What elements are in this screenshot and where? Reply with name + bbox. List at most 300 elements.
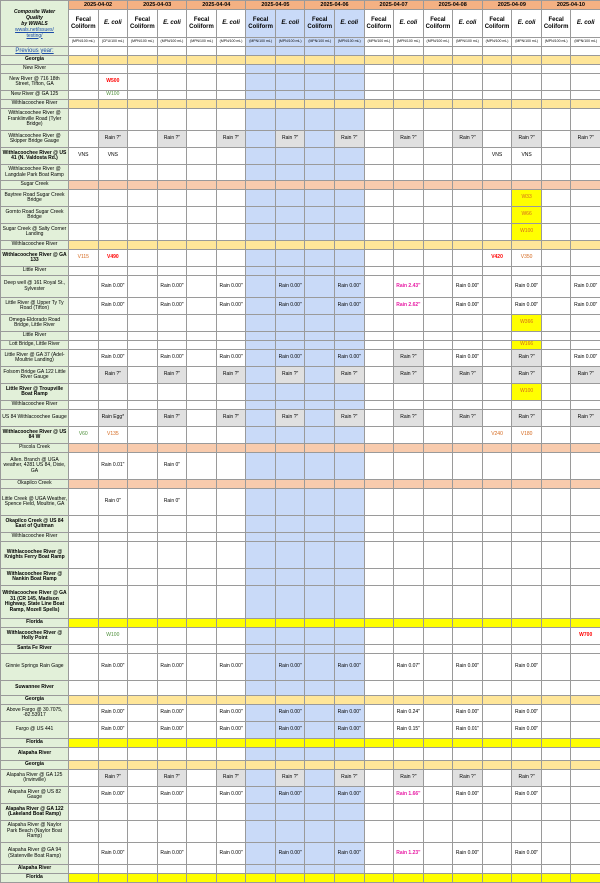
empty-cell (69, 453, 99, 480)
empty-cell (541, 453, 571, 480)
empty-cell (216, 65, 246, 74)
empty-cell (128, 619, 158, 628)
empty-cell (423, 628, 453, 645)
empty-cell (305, 276, 335, 298)
empty-cell (157, 165, 187, 181)
empty-cell (187, 821, 217, 843)
empty-cell (246, 533, 276, 542)
empty-cell (246, 91, 276, 100)
empty-cell (571, 165, 600, 181)
empty-cell (187, 787, 217, 804)
empty-cell (305, 770, 335, 787)
empty-cell (394, 332, 424, 341)
empty-cell (482, 569, 512, 586)
empty-cell (305, 367, 335, 384)
empty-cell (364, 444, 394, 453)
empty-cell (423, 748, 453, 761)
empty-cell (98, 267, 128, 276)
empty-cell (334, 65, 364, 74)
empty-cell (305, 207, 335, 224)
table-row (1, 804, 600, 821)
empty-cell (305, 384, 335, 401)
empty-cell (423, 148, 453, 165)
reading-cell: Rain ?" (512, 410, 542, 427)
table-row (1, 619, 600, 628)
empty-cell (453, 65, 483, 74)
empty-cell (157, 427, 187, 444)
empty-cell (571, 843, 600, 865)
empty-cell (187, 109, 217, 131)
empty-cell (305, 298, 335, 315)
empty-cell (98, 516, 128, 533)
unit-label: (MPN/100 mL) (541, 38, 571, 47)
empty-cell (187, 628, 217, 645)
table-row (1, 489, 600, 516)
empty-cell (334, 56, 364, 65)
empty-cell (69, 207, 99, 224)
empty-cell (246, 516, 276, 533)
site-name: Withlacoochee River @ US 84 W (1, 427, 69, 444)
unit-label: (MPN/100 mL) (69, 38, 99, 47)
empty-cell (275, 224, 305, 241)
empty-cell (69, 748, 99, 761)
ecoli-column-header: E. coli (98, 10, 128, 38)
empty-cell (541, 628, 571, 645)
empty-cell (69, 332, 99, 341)
empty-cell (512, 645, 542, 654)
empty-cell (187, 865, 217, 874)
empty-cell (482, 533, 512, 542)
empty-cell (187, 739, 217, 748)
table-row (1, 542, 600, 569)
empty-cell (187, 276, 217, 298)
empty-cell (305, 224, 335, 241)
empty-cell (216, 267, 246, 276)
ecoli-column-header: E. coli (394, 10, 424, 38)
empty-cell (157, 224, 187, 241)
empty-cell (541, 444, 571, 453)
empty-cell (246, 181, 276, 190)
reading-cell: Rain ?" (394, 350, 424, 367)
empty-cell (453, 681, 483, 696)
empty-cell (423, 56, 453, 65)
empty-cell (98, 821, 128, 843)
empty-cell (69, 444, 99, 453)
empty-cell (423, 190, 453, 207)
empty-cell (187, 489, 217, 516)
empty-cell (216, 241, 246, 250)
empty-cell (334, 628, 364, 645)
site-name: Little River @ Troupville Boat Ramp (1, 384, 69, 401)
empty-cell (305, 821, 335, 843)
empty-cell (157, 181, 187, 190)
empty-cell (541, 761, 571, 770)
empty-cell (216, 250, 246, 267)
empty-cell (187, 367, 217, 384)
empty-cell (394, 91, 424, 100)
empty-cell (541, 586, 571, 619)
empty-cell (364, 207, 394, 224)
empty-cell (334, 804, 364, 821)
empty-cell (128, 804, 158, 821)
empty-cell (187, 453, 217, 480)
empty-cell (541, 787, 571, 804)
empty-cell (482, 165, 512, 181)
empty-cell (541, 367, 571, 384)
empty-cell (246, 696, 276, 705)
empty-cell (541, 696, 571, 705)
table-row (1, 190, 600, 207)
empty-cell (305, 109, 335, 131)
site-name: Gornto Road Sugar Creek Bridge (1, 207, 69, 224)
empty-cell (571, 645, 600, 654)
site-name: Withlacoochee River @ GA 31 (CR 145, Madison Highway, State Line Boat Ramp, Mozell Spells) (1, 586, 69, 619)
empty-cell (157, 100, 187, 109)
table-row (1, 341, 600, 350)
empty-cell (128, 267, 158, 276)
empty-cell (394, 865, 424, 874)
empty-cell (305, 542, 335, 569)
empty-cell (453, 628, 483, 645)
empty-cell (482, 401, 512, 410)
empty-cell (423, 569, 453, 586)
empty-cell (571, 654, 600, 681)
title-line: by WWALS (2, 21, 67, 27)
site-name: Okapilco Creek @ US 84 East of Quitman (1, 516, 69, 533)
empty-cell (187, 190, 217, 207)
empty-cell (128, 427, 158, 444)
empty-cell (305, 739, 335, 748)
reading-cell: Rain ?" (98, 770, 128, 787)
reading-cell: Rain ?" (571, 367, 600, 384)
empty-cell (364, 47, 394, 56)
empty-cell (453, 453, 483, 480)
empty-cell (275, 748, 305, 761)
empty-cell (423, 341, 453, 350)
region-band-label: Florida (1, 619, 69, 628)
empty-cell (128, 367, 158, 384)
empty-cell (482, 654, 512, 681)
table-row (1, 250, 600, 267)
empty-cell (246, 619, 276, 628)
empty-cell (423, 444, 453, 453)
empty-cell (571, 181, 600, 190)
empty-cell (128, 350, 158, 367)
empty-cell (275, 207, 305, 224)
region-band-label: Georgia (1, 761, 69, 770)
empty-cell (541, 207, 571, 224)
empty-cell (98, 533, 128, 542)
empty-cell (246, 821, 276, 843)
empty-cell (364, 843, 394, 865)
empty-cell (69, 739, 99, 748)
unit-label: (MPN/100 mL) (394, 38, 424, 47)
empty-cell (128, 74, 158, 91)
table-row (1, 276, 600, 298)
reading-cell: Rain 0.00" (98, 722, 128, 739)
empty-cell (69, 267, 99, 276)
empty-cell (453, 804, 483, 821)
empty-cell (364, 739, 394, 748)
empty-cell (98, 224, 128, 241)
empty-cell (453, 480, 483, 489)
empty-cell (571, 384, 600, 401)
reading-cell: Rain 0.00" (275, 654, 305, 681)
empty-cell (69, 410, 99, 427)
empty-cell (69, 865, 99, 874)
site-name: Withlacoochee River @ GA 133 (1, 250, 69, 267)
reading-cell: Rain 0.01" (98, 453, 128, 480)
empty-cell (246, 298, 276, 315)
empty-cell (187, 804, 217, 821)
empty-cell (394, 190, 424, 207)
empty-cell (69, 384, 99, 401)
empty-cell (453, 100, 483, 109)
empty-cell (423, 207, 453, 224)
reading-cell: Rain 0.00" (157, 350, 187, 367)
empty-cell (216, 332, 246, 341)
empty-cell (571, 516, 600, 533)
empty-cell (98, 165, 128, 181)
empty-cell (98, 586, 128, 619)
reading-cell: Rain 0.00" (512, 298, 542, 315)
empty-cell (334, 267, 364, 276)
fecal-column-header: Fecal Coliform (187, 10, 217, 38)
empty-cell (423, 332, 453, 341)
reading-cell: Rain 0.00" (157, 654, 187, 681)
empty-cell (246, 207, 276, 224)
empty-cell (482, 748, 512, 761)
river-group-label: Little River (1, 332, 69, 341)
empty-cell (98, 739, 128, 748)
empty-cell (423, 761, 453, 770)
empty-cell (216, 165, 246, 181)
empty-cell (275, 516, 305, 533)
empty-cell (246, 705, 276, 722)
empty-cell (394, 74, 424, 91)
empty-cell (98, 569, 128, 586)
site-name: Folsom Bridge GA 122 Little River Gauge (1, 367, 69, 384)
region-band-label: Piscola Creek (1, 444, 69, 453)
empty-cell (246, 569, 276, 586)
empty-cell (275, 100, 305, 109)
empty-cell (364, 91, 394, 100)
empty-cell (482, 681, 512, 696)
empty-cell (246, 109, 276, 131)
empty-cell (246, 787, 276, 804)
fecal-column-header: Fecal Coliform (69, 10, 99, 38)
empty-cell (482, 453, 512, 480)
empty-cell (275, 427, 305, 444)
empty-cell (541, 722, 571, 739)
empty-cell (334, 241, 364, 250)
empty-cell (453, 739, 483, 748)
empty-cell (423, 91, 453, 100)
empty-cell (69, 341, 99, 350)
empty-cell (305, 453, 335, 480)
empty-cell (157, 250, 187, 267)
empty-cell (482, 843, 512, 865)
empty-cell (275, 645, 305, 654)
empty-cell (512, 453, 542, 480)
empty-cell (541, 100, 571, 109)
empty-cell (453, 542, 483, 569)
reading-cell: W366 (512, 315, 542, 332)
empty-cell (305, 569, 335, 586)
empty-cell (128, 109, 158, 131)
empty-cell (394, 533, 424, 542)
empty-cell (541, 489, 571, 516)
empty-cell (246, 56, 276, 65)
empty-cell (246, 350, 276, 367)
empty-cell (571, 100, 600, 109)
empty-cell (98, 100, 128, 109)
empty-cell (364, 148, 394, 165)
reading-cell: Rain 0.00" (275, 350, 305, 367)
testing-link[interactable]: wwals.net/issues/ (2, 27, 67, 33)
empty-cell (512, 241, 542, 250)
empty-cell (246, 770, 276, 787)
empty-cell (187, 401, 217, 410)
empty-cell (128, 65, 158, 74)
empty-cell (216, 748, 246, 761)
empty-cell (69, 619, 99, 628)
reading-cell: W100 (98, 91, 128, 100)
empty-cell (482, 341, 512, 350)
site-name: Alapaha River @ US 82 Gauge (1, 787, 69, 804)
empty-cell (394, 250, 424, 267)
empty-cell (364, 298, 394, 315)
table-row (1, 181, 600, 190)
empty-cell (541, 56, 571, 65)
empty-cell (334, 384, 364, 401)
empty-cell (98, 444, 128, 453)
empty-cell (364, 645, 394, 654)
empty-cell (512, 748, 542, 761)
empty-cell (157, 739, 187, 748)
reading-cell: Rain 0.15" (394, 722, 424, 739)
empty-cell (98, 401, 128, 410)
empty-cell (423, 367, 453, 384)
empty-cell (364, 100, 394, 109)
reading-cell: Rain 0.00" (216, 843, 246, 865)
reading-cell: Rain ?" (571, 410, 600, 427)
empty-cell (482, 489, 512, 516)
empty-cell (216, 628, 246, 645)
empty-cell (571, 341, 600, 350)
empty-cell (69, 628, 99, 645)
empty-cell (394, 181, 424, 190)
empty-cell (482, 770, 512, 787)
empty-cell (305, 748, 335, 761)
empty-cell (187, 722, 217, 739)
empty-cell (394, 148, 424, 165)
table-row (1, 267, 600, 276)
empty-cell (246, 250, 276, 267)
empty-cell (187, 843, 217, 865)
empty-cell (216, 207, 246, 224)
unit-label: (MPN/100 mL) (275, 38, 305, 47)
empty-cell (216, 453, 246, 480)
empty-cell (453, 569, 483, 586)
empty-cell (541, 47, 571, 56)
reading-cell: VNS (512, 148, 542, 165)
empty-cell (305, 100, 335, 109)
empty-cell (364, 165, 394, 181)
empty-cell (275, 444, 305, 453)
empty-cell (246, 843, 276, 865)
empty-cell (128, 865, 158, 874)
reading-cell: Rain 0.00" (334, 722, 364, 739)
empty-cell (334, 315, 364, 332)
empty-cell (187, 654, 217, 681)
empty-cell (98, 645, 128, 654)
empty-cell (394, 384, 424, 401)
empty-cell (334, 401, 364, 410)
empty-cell (512, 619, 542, 628)
table-row (1, 410, 600, 427)
empty-cell (305, 315, 335, 332)
empty-cell (453, 109, 483, 131)
empty-cell (394, 453, 424, 480)
table-row (1, 384, 600, 401)
empty-cell (69, 131, 99, 148)
empty-cell (216, 315, 246, 332)
empty-cell (364, 56, 394, 65)
reading-cell: Rain ?" (334, 410, 364, 427)
testing-link[interactable]: testing/ (2, 33, 67, 39)
empty-cell (69, 874, 99, 883)
reading-cell: Rain 1.23" (394, 843, 424, 865)
empty-cell (571, 804, 600, 821)
empty-cell (275, 761, 305, 770)
empty-cell (394, 748, 424, 761)
empty-cell (187, 250, 217, 267)
empty-cell (187, 267, 217, 276)
empty-cell (216, 489, 246, 516)
site-name: Alapaha River @ GA 94 (Statenville Boat Ramp) (1, 843, 69, 865)
empty-cell (187, 619, 217, 628)
reading-cell: V180 (512, 427, 542, 444)
empty-cell (128, 874, 158, 883)
date-header: 2025-04-08 (423, 1, 482, 10)
empty-cell (571, 224, 600, 241)
empty-cell (157, 207, 187, 224)
empty-cell (275, 109, 305, 131)
empty-cell (394, 804, 424, 821)
empty-cell (246, 586, 276, 619)
previous-year-link[interactable]: Previous year: (1, 47, 69, 56)
empty-cell (246, 645, 276, 654)
empty-cell (541, 148, 571, 165)
empty-cell (394, 224, 424, 241)
empty-cell (305, 489, 335, 516)
region-band-label: Florida (1, 739, 69, 748)
empty-cell (305, 586, 335, 619)
empty-cell (423, 384, 453, 401)
empty-cell (334, 47, 364, 56)
empty-cell (246, 865, 276, 874)
river-group-label: Alapaha River (1, 748, 69, 761)
empty-cell (423, 276, 453, 298)
date-header: 2025-04-02 (69, 1, 128, 10)
empty-cell (246, 315, 276, 332)
river-group-label: Withlacoochee River (1, 533, 69, 542)
empty-cell (246, 241, 276, 250)
empty-cell (305, 843, 335, 865)
empty-cell (246, 74, 276, 91)
empty-cell (275, 739, 305, 748)
